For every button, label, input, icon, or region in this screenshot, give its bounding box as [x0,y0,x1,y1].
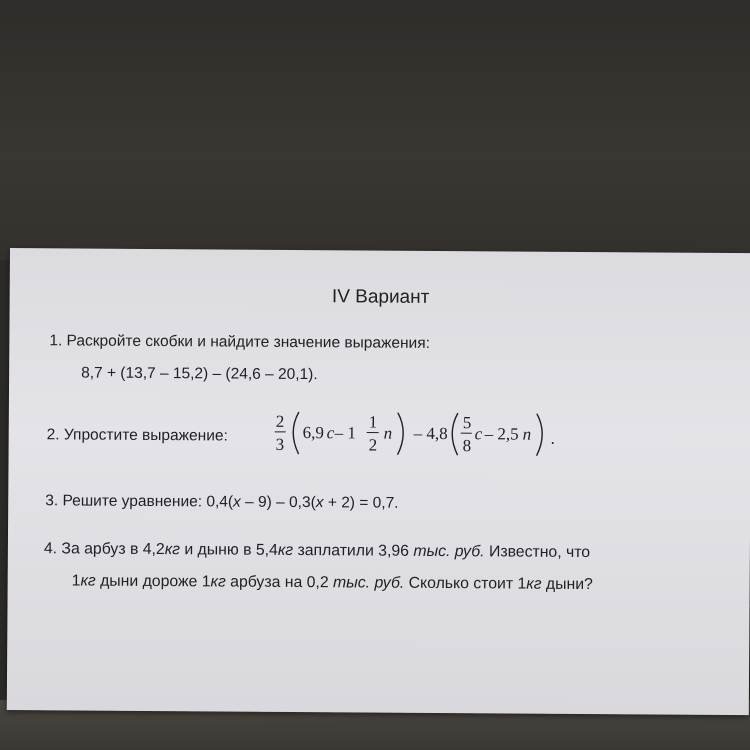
task-3-post: + 2) = 0,7. [323,494,399,512]
task-4-line-1 [44,540,590,562]
unit-kg: кг [526,575,542,593]
task-3-var-x2: x [315,494,324,512]
task-3-pre: 3. Решите уравнение: 0,4( [45,492,234,511]
frac1-numerator: 2 [275,411,285,431]
paren-left-1 [293,412,299,454]
task-4-l1-b: и дыню в 5,4 [179,541,278,559]
task-3 [45,492,398,512]
worksheet-paper [7,248,750,715]
frac2-numerator: 1 [368,412,378,432]
paren-right-1 [398,413,404,455]
formula-svg [274,410,574,468]
task-4-l2-e: дыни? [541,575,593,594]
unit-kg: кг [164,541,181,559]
unit-thousand-rub: тыс. руб. [332,574,405,592]
unit-thousand-rub: тыс. руб. [413,542,485,561]
task-2-formula [274,410,574,468]
table-surface-top [0,0,750,260]
task-4-l1-a: 4. За арбуз в 4,2 [43,540,165,559]
var-c-2: c [474,424,483,444]
paren-right-2 [537,414,543,456]
task-1-expression: 8,7 + (13,7 – 15,2) – (24,6 – 20,1). [81,364,318,384]
task-4-l1-c: заплатили 3,96 [293,541,414,560]
frac2-denominator: 2 [368,435,378,455]
var-c-1: c [326,423,335,443]
task-3-mid: – 9) – 0,3( [240,493,316,512]
term-minus-2-5: – 2,5 [484,424,519,444]
term-minus-4-8: – 4,8 [413,423,448,444]
unit-kg: кг [277,541,294,559]
task-4-l2-b: дыни дороже 1 [95,572,211,591]
task-4-line-2 [72,572,593,594]
formula-period: . [550,428,556,448]
task-2-text: 2. Упростите выражение: [46,426,228,445]
var-n-2: n [522,424,532,444]
unit-kg: кг [210,573,226,591]
task-4-l2-a: 1 [71,572,81,590]
variant-title: IV Вариант [331,286,430,308]
task-1-text: 1. Раскройте скобки и найдите значение выражения: [49,332,430,352]
var-n-1: n [383,423,393,443]
task-4-l2-d: Сколько стоит 1 [404,574,527,593]
paren-left-2 [452,413,458,455]
task-3-var-x1: x [233,493,241,511]
task-4-l2-c: арбуза на 0,2 [225,573,334,592]
task-4-l1-d: Известно, что [484,543,591,562]
term-6-9: 6,9 [302,423,325,443]
frac3-numerator: 5 [462,413,472,433]
frac3-denominator: 8 [462,436,472,456]
frac1-denominator: 3 [275,434,285,454]
term-minus-1: – 1 [334,423,357,443]
unit-kg: кг [80,572,96,590]
